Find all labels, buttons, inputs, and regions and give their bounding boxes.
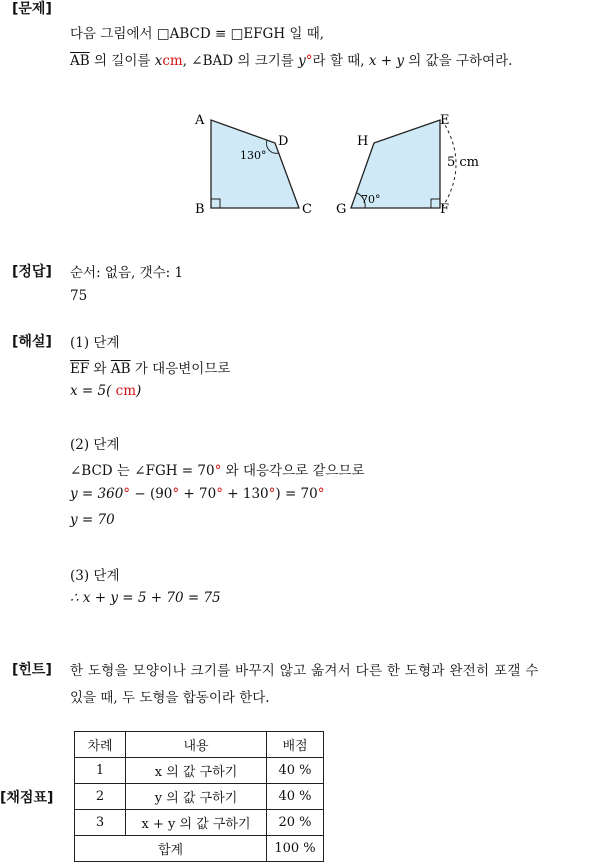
step1-title: (1) 단계 bbox=[70, 335, 120, 351]
step2-line bbox=[70, 459, 365, 479]
solution-text: + 130 bbox=[222, 486, 269, 502]
vertex-b: B bbox=[195, 202, 205, 217]
unit-cm: cm bbox=[111, 383, 137, 399]
var-y: y bbox=[298, 53, 306, 69]
var-x: x bbox=[154, 53, 163, 69]
vertex-c: C bbox=[302, 202, 312, 217]
degree-mark: ° bbox=[214, 463, 222, 479]
unit-cm: cm bbox=[162, 53, 183, 69]
vertex-a: A bbox=[195, 113, 205, 128]
table-row bbox=[75, 810, 324, 836]
answer-line-1: 순서: 없음, 갯수: 1 bbox=[70, 265, 184, 281]
length-label-5cm: 5 cm bbox=[447, 155, 480, 170]
solution-text: ) bbox=[136, 383, 142, 399]
step3-equation: ∴ x + y = 5 + 70 = 75 bbox=[70, 590, 221, 606]
row-content: x + y 의 값 구하기 bbox=[126, 810, 267, 836]
hint-label: [힌트] bbox=[12, 662, 52, 678]
solution-text: ∠BCD 는 ∠FGH = 70 bbox=[70, 463, 215, 479]
degree-mark: ° bbox=[216, 486, 223, 502]
row-score: 20 % bbox=[267, 810, 324, 836]
total-score: 100 % bbox=[267, 836, 324, 862]
problem-line-1-pre: 다음 그림에서 bbox=[70, 26, 157, 42]
degree-mark: ° bbox=[305, 53, 313, 69]
solution-text: 와 대응각으로 같으므로 bbox=[221, 463, 365, 479]
rubric-total-row bbox=[75, 836, 324, 862]
solution-text: y = 360 bbox=[70, 486, 124, 502]
solution-text: + 70 bbox=[179, 486, 217, 502]
row-order: 3 bbox=[75, 810, 126, 836]
hint-line-1: 한 도형을 모양이나 크기를 바꾸지 않고 옮겨서 다른 한 도형과 완전히 포갤 수 bbox=[70, 663, 539, 679]
problem-text: 라 할 때, bbox=[312, 53, 369, 69]
problem-line-1-post: 일 때, bbox=[285, 26, 325, 42]
solution-text: 와 bbox=[89, 361, 111, 377]
row-score: 40 % bbox=[267, 758, 324, 784]
answer-value: 75 bbox=[70, 288, 88, 304]
row-order: 2 bbox=[75, 784, 126, 810]
problem-text: 의 값을 구하여라. bbox=[403, 53, 513, 69]
vertex-h: H bbox=[357, 134, 369, 149]
step2-equation bbox=[70, 486, 324, 502]
hint-line-2: 있을 때, 두 도형을 합동이라 한다. bbox=[70, 690, 270, 706]
var-x-plus-y: x + y bbox=[368, 53, 404, 69]
solution-text: 가 대응변이므로 bbox=[130, 361, 231, 377]
degree-mark: ° bbox=[317, 486, 325, 502]
rubric-header-row bbox=[75, 732, 324, 758]
step3-title: (3) 단계 bbox=[70, 568, 120, 584]
angle-label-130: 130° bbox=[240, 149, 267, 162]
step2-result: y = 70 bbox=[70, 512, 115, 528]
rubric-label: [채점표] bbox=[0, 790, 54, 806]
row-score: 40 % bbox=[267, 784, 324, 810]
degree-mark: ° bbox=[123, 486, 131, 502]
header-order: 차례 bbox=[75, 732, 126, 758]
degree-mark: ° bbox=[268, 486, 276, 502]
row-order: 1 bbox=[75, 758, 126, 784]
problem-text: 의 길이를 bbox=[89, 53, 155, 69]
segment-ab: $\overline{AB}$ bbox=[110, 361, 131, 377]
vertex-g: G bbox=[336, 202, 347, 217]
total-label: 합계 bbox=[75, 836, 267, 862]
solution-text: − (90 bbox=[130, 486, 173, 502]
header-content: 내용 bbox=[126, 732, 267, 758]
rubric-table bbox=[74, 731, 324, 862]
step1-equation bbox=[70, 383, 141, 399]
solution-text: x = 5( bbox=[70, 383, 112, 399]
angle-label-70: 70° bbox=[361, 193, 381, 206]
table-row bbox=[75, 758, 324, 784]
row-content: x 의 값 구하기 bbox=[126, 758, 267, 784]
problem-text: , ∠BAD 의 크기를 bbox=[182, 53, 299, 69]
solution-text: ) = 70 bbox=[275, 486, 318, 502]
vertex-e: E bbox=[440, 113, 450, 128]
step1-line bbox=[70, 357, 230, 377]
segment-ab: $\overline{AB}$ bbox=[70, 53, 90, 69]
row-content: y 의 값 구하기 bbox=[126, 784, 267, 810]
header-score: 배점 bbox=[267, 732, 324, 758]
answer-label: [정답] bbox=[12, 264, 52, 280]
table-row bbox=[75, 784, 324, 810]
solution-label: [해설] bbox=[12, 334, 52, 350]
degree-mark: ° bbox=[172, 486, 180, 502]
segment-ef: $\overline{EF}$ bbox=[70, 361, 90, 377]
congruence-statement: □ABCD ≡ □EFGH bbox=[156, 26, 286, 42]
vertex-f: F bbox=[440, 202, 450, 217]
step2-title: (2) 단계 bbox=[70, 437, 120, 453]
vertex-d: D bbox=[278, 134, 289, 149]
quadrilateral-figure bbox=[0, 0, 603, 240]
problem-label: [문제] bbox=[12, 1, 52, 17]
